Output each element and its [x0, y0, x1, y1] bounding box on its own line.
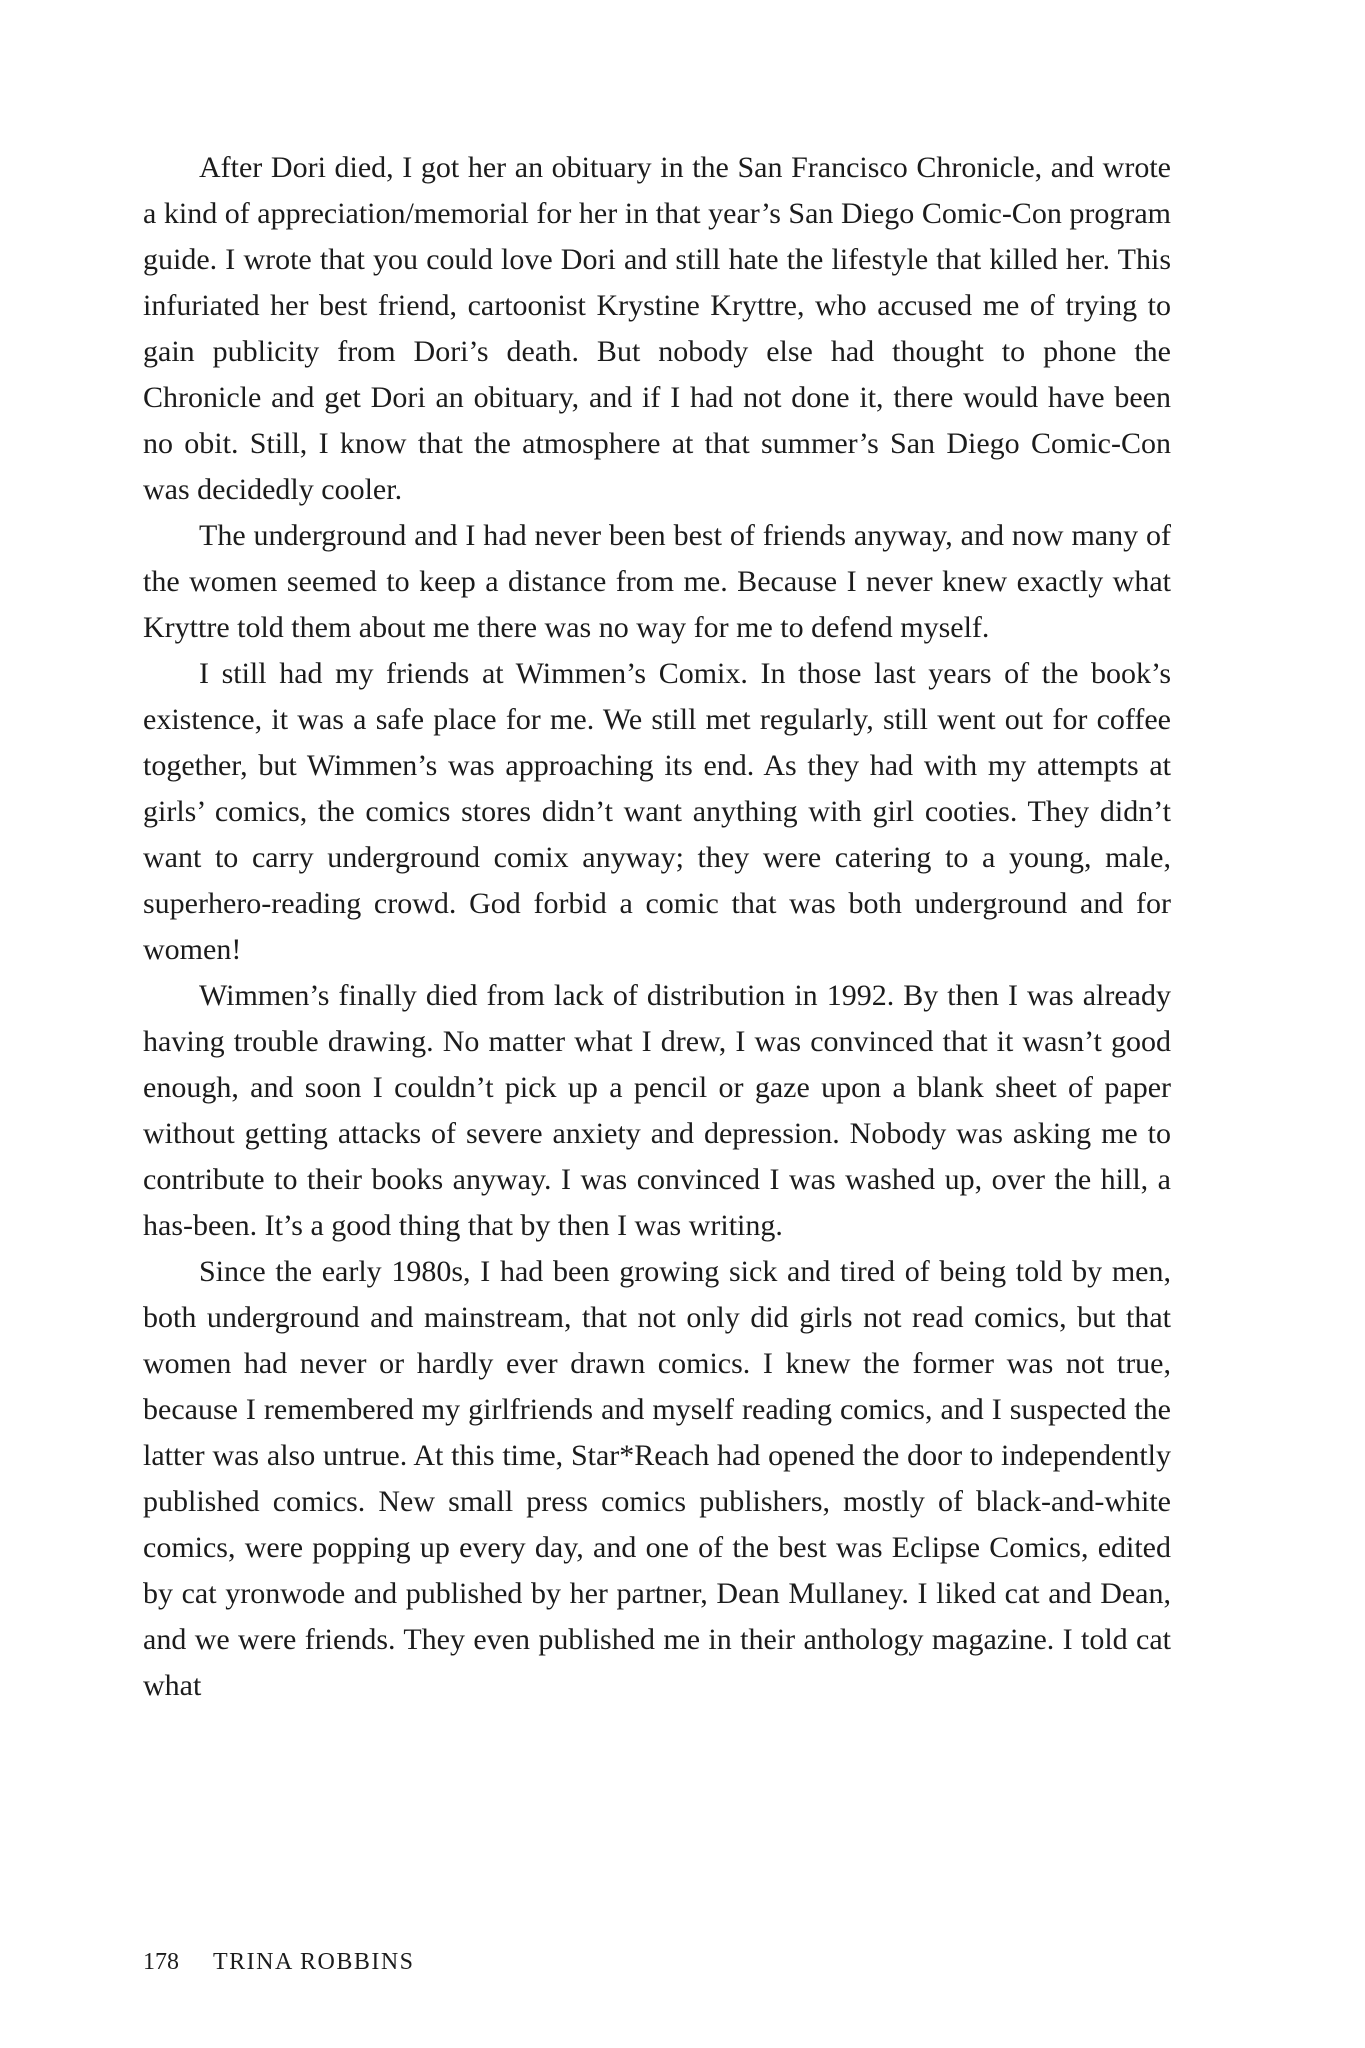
page-footer: [143, 1947, 415, 1977]
paragraph-3: I still had my friends at Wimmen’s Comix. In those last years of the book’s existence, it was a safe place for me. We still met regularly, still went out for coffee together, but Wimmen’s was approaching its end. As they had with my attempts at girls’ comics, the comics stores didn’t want anything with girl cooties. They didn’t want to carry underground comix anyway; they were catering to a young, male, superhero-reading crowd. God forbid a comic that was both underground and for women!: [143, 657, 1171, 966]
paragraph-4: Wimmen’s finally died from lack of distribution in 1992. By then I was already having trouble drawing. No matter what I drew, I was convinced that it wasn’t good enough, and soon I couldn’t pick up a pencil or gaze upon a blank sheet of paper without getting attacks of severe anxiety and depression. Nobody was asking me to contribute to their books anyway. I was convinced I was washed up, over the hill, a has-been. It’s a good thing that by then I was writing.: [143, 979, 1171, 1242]
paragraph-2: The underground and I had never been best of friends anyway, and now many of the women seemed to keep a distance from me. Because I never knew exactly what Kryttre told them about me there was no way for me to defend myself.: [143, 519, 1171, 644]
running-head-author: TRINA ROBBINS: [213, 1949, 415, 1975]
paragraph-1: After Dori died, I got her an obituary in the San Francisco Chronicle, and wrote a kind of appreciation/memorial for her in that year’s San Diego Comic-Con program guide. I wrote that you could love Dori and still hate the lifestyle that killed her. This infuriated her best friend, cartoonist Krystine Kryttre, who accused me of trying to gain publicity from Dori’s death. But nobody else had thought to phone the Chronicle and get Dori an obituary, and if I had not done it, there would have been no obit. Still, I know that the atmosphere at that summer’s San Diego Comic-Con was decidedly cooler.: [143, 151, 1171, 506]
paragraph-5: Since the early 1980s, I had been growing sick and tired of being told by men, both underground and mainstream, that not only did girls not read comics, but that women had never or hardly ever drawn comics. I knew the former was not true, because I remembered my girlfriends and myself reading comics, and I suspected the latter was also untrue. At this time, Star*Reach had opened the door to independently published comics. New small press comics publishers, mostly of black-and-white comics, were popping up every day, and one of the best was Eclipse Comics, edited by cat yronwode and published by her partner, Dean Mullaney. I liked cat and Dean, and we were friends. They even published me in their anthology magazine. I told cat what: [143, 1255, 1171, 1702]
page-number: 178: [143, 1949, 179, 1975]
body-text: [143, 145, 1171, 1709]
